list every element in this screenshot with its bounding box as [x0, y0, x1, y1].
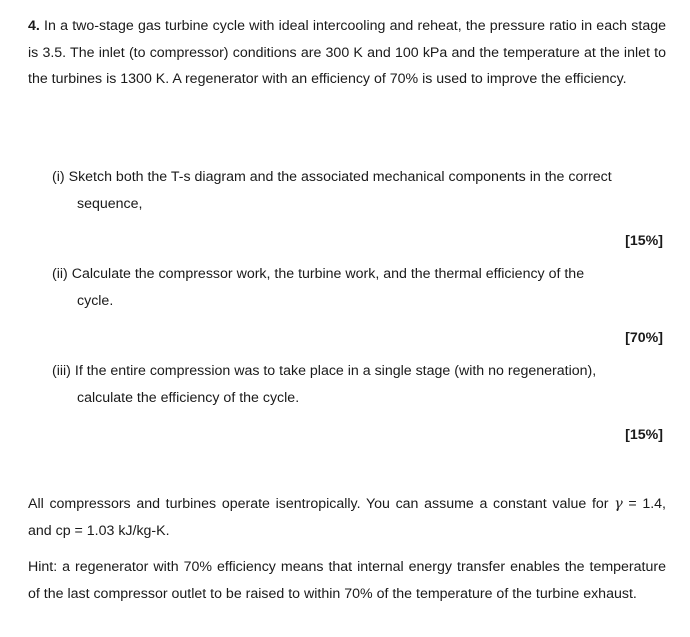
part-text: Sketch both the T-s diagram and the associated mechanical components in the correct — [68, 169, 612, 185]
part-i-marks: [15%] — [625, 233, 663, 249]
part-text-continuation: calculate the efficiency of the cycle. — [77, 389, 300, 406]
question-part-iii — [52, 358, 663, 411]
hint-paragraph: Hint: a regenerator with 70% efficiency means that internal energy transfer enables the temperature of the last compressor outlet to be raised to within 70% of the temperature of the turbine exhaust. — [28, 559, 666, 602]
part-text-continuation: cycle. — [77, 292, 114, 309]
gamma-symbol: γ — [614, 496, 623, 512]
assumptions-paragraph — [28, 491, 666, 544]
question-number: 4. — [28, 18, 40, 34]
question-intro — [28, 13, 666, 93]
part-ii-marks: [70%] — [625, 330, 663, 346]
part-text: If the entire compression was to take place in a single stage (with no regeneration), — [74, 363, 597, 379]
part-text: Calculate the compressor work, the turbine work, and the thermal efficiency of the — [71, 266, 585, 282]
part-label: (ii) — [52, 266, 68, 282]
question-part-i — [52, 164, 663, 217]
part-iii-marks: [15%] — [625, 427, 663, 443]
part-label: (i) — [52, 169, 65, 185]
part-text-continuation: sequence, — [77, 195, 143, 212]
part-label: (iii) — [52, 363, 71, 379]
question-intro-text: In a two-stage gas turbine cycle with ideal intercooling and reheat, the pressure ratio in each stage is 3.5. The inlet (to compressor) conditions are 300 K and 100 kPa and the temperature at the inlet to the turbines is 1300 K. A regenerator with an efficiency of 70% is used to improve the efficiency. — [28, 18, 666, 87]
assumptions-values: = 1.4, and cp = 1.03 kJ/kg-K. — [28, 496, 666, 539]
assumptions-text: All compressors and turbines operate isentropically. You can assume a constant value for — [28, 496, 615, 512]
question-part-ii — [52, 261, 663, 314]
